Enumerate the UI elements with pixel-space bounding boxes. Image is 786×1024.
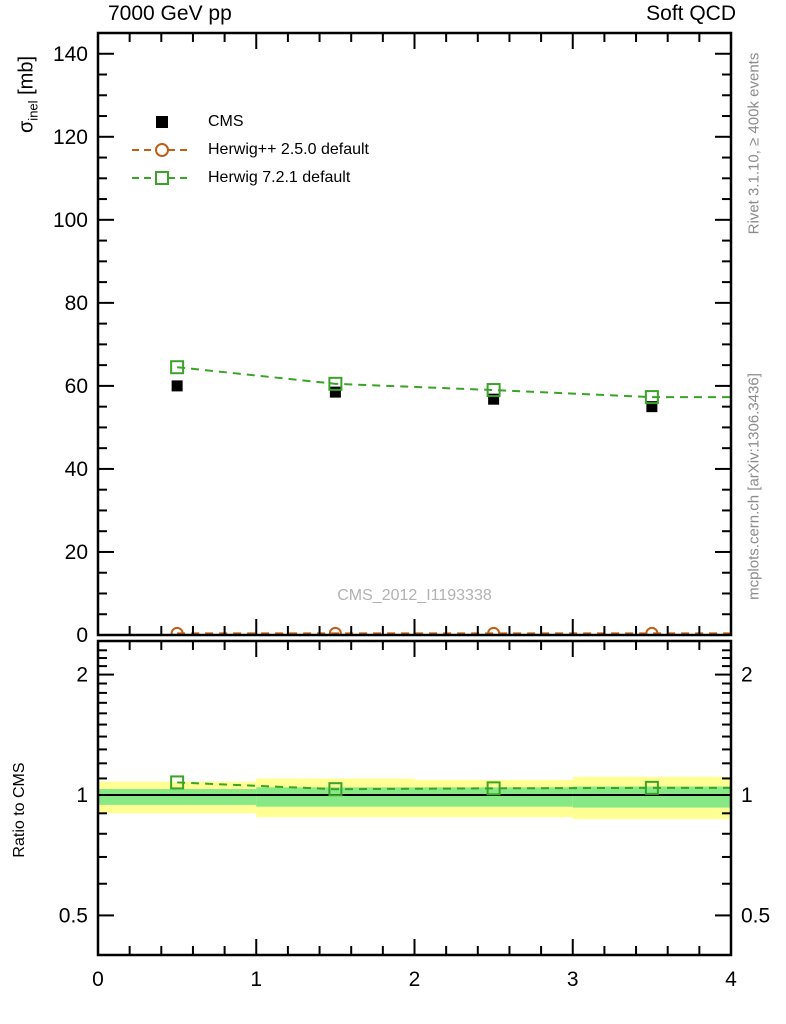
legend-entry-herwig7 (132, 164, 369, 192)
inner-uncertainty-band (415, 787, 573, 806)
main-y-tick-label: 60 (64, 374, 88, 398)
sigma-units: [mb] (15, 55, 38, 101)
main-panel-content (171, 361, 731, 639)
main-y-axis-title (16, 10, 41, 180)
ratio-y-tick-label-right: 1 (741, 784, 753, 807)
x-tick-label: 1 (250, 968, 263, 991)
legend-filled-square-icon (156, 116, 168, 128)
analysis-id-watermark: CMS_2012_I1193338 (337, 587, 492, 604)
data-point-filled-square (330, 387, 341, 398)
legend-open-circle-icon (156, 144, 168, 156)
ratio-y-axis-title: Ratio to CMS (11, 762, 28, 858)
main-y-tick-label: 0 (76, 624, 88, 647)
legend-label-cms: CMS (208, 113, 244, 130)
mcplots-citation-note: mcplots.cern.ch [arXiv:1306.3436] (745, 373, 763, 600)
legend-open-square-icon (156, 172, 168, 184)
main-y-tick-label: 80 (64, 291, 88, 315)
data-point-filled-square (172, 380, 183, 391)
legend-label-herwig7: Herwig 7.2.1 default (208, 169, 351, 186)
legend-label-herwigpp: Herwig++ 2.5.0 default (208, 141, 369, 158)
x-tick-label: 0 (92, 968, 104, 991)
herwig7-marker-icon (132, 169, 192, 187)
ratio-y-tick-label-left: 2 (76, 663, 88, 687)
mc-prediction-line (177, 367, 731, 397)
main-y-tick-label: 120 (52, 125, 88, 149)
sigma-symbol: σ (15, 120, 38, 134)
sigma-subscript: inel (25, 100, 41, 121)
process-title: Soft QCD (646, 2, 736, 25)
main-y-tick-label: 100 (52, 208, 88, 232)
inner-uncertainty-band (573, 787, 731, 808)
legend-entry-cms (132, 108, 369, 136)
main-y-tick-label: 40 (64, 457, 88, 481)
x-tick-label: 4 (725, 968, 737, 991)
inner-uncertainty-band (98, 789, 256, 805)
legend-entry-herwigpp (132, 136, 369, 164)
legend (132, 108, 369, 192)
inner-uncertainty-band (256, 787, 414, 806)
herwigpp-marker-icon (132, 141, 192, 159)
ratio-y-tick-label-right: 0.5 (741, 904, 771, 928)
main-y-tick-label: 20 (64, 540, 88, 564)
cms-marker-icon (132, 113, 192, 131)
main-y-tick-label: 140 (52, 42, 88, 66)
beam-title: 7000 GeV pp (108, 2, 232, 25)
x-tick-label: 3 (566, 968, 579, 991)
ratio-y-tick-label-right: 2 (741, 663, 753, 687)
x-tick-label: 2 (408, 968, 421, 991)
ratio-y-tick-label-left: 0.5 (58, 904, 88, 928)
rivet-version-note: Rivet 3.1.10, ≥ 400k events (745, 52, 763, 235)
ratio-panel-content (98, 776, 731, 819)
ratio-y-tick-label-left: 1 (76, 784, 88, 807)
